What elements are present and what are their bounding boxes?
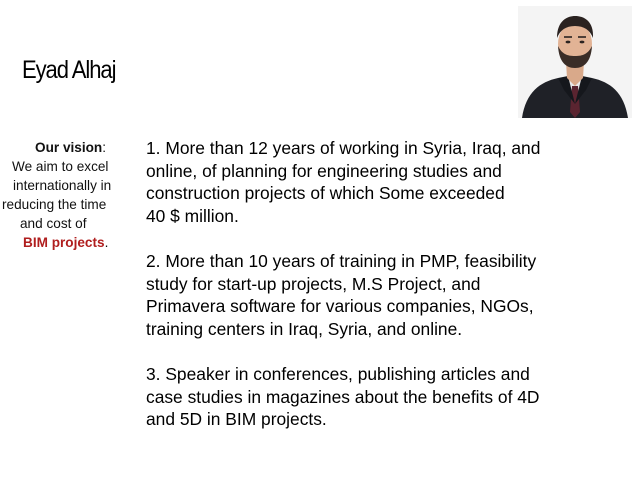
experience-list	[146, 137, 636, 453]
vision-statement	[2, 138, 142, 252]
person-portrait-icon	[518, 6, 632, 118]
point-line: and 5D in BIM projects.	[146, 409, 327, 430]
point-line: online, of planning for engineering studies and	[146, 160, 502, 181]
experience-point-3	[146, 363, 636, 431]
vision-heading-line	[2, 138, 142, 157]
point-line: 3. Speaker in conferences, publishing articles and	[146, 363, 530, 384]
vision-heading: Our vision	[35, 140, 103, 155]
vision-line: and cost of	[20, 216, 87, 231]
experience-point-1	[146, 137, 636, 227]
vision-colon: :	[102, 140, 107, 155]
point-line: 40 $ million.	[146, 205, 239, 226]
point-line: Primavera software for various companies, NGOs,	[146, 296, 534, 317]
experience-point-2	[146, 250, 636, 340]
vision-line: We aim to excel	[12, 159, 109, 174]
vision-line: reducing the time	[2, 197, 107, 212]
point-line: 2. More than 10 years of training in PMP, feasibility	[146, 250, 537, 271]
vision-line: internationally in	[13, 178, 112, 193]
vision-period: .	[104, 235, 109, 250]
vision-highlight-line	[2, 233, 142, 252]
point-line: training centers in Iraq, Syria, and online.	[146, 318, 463, 339]
profile-photo	[518, 6, 632, 118]
slide-title: Eyad Alhaj	[22, 56, 116, 84]
point-line: study for start-up projects, M.S Project, and	[146, 273, 481, 294]
point-line: construction projects of which Some exceeded	[146, 183, 505, 204]
point-line: 1. More than 12 years of working in Syria, Iraq, and	[146, 138, 541, 158]
point-line: case studies in magazines about the benefits of 4D	[146, 386, 540, 407]
vision-highlight: BIM projects	[23, 235, 105, 250]
